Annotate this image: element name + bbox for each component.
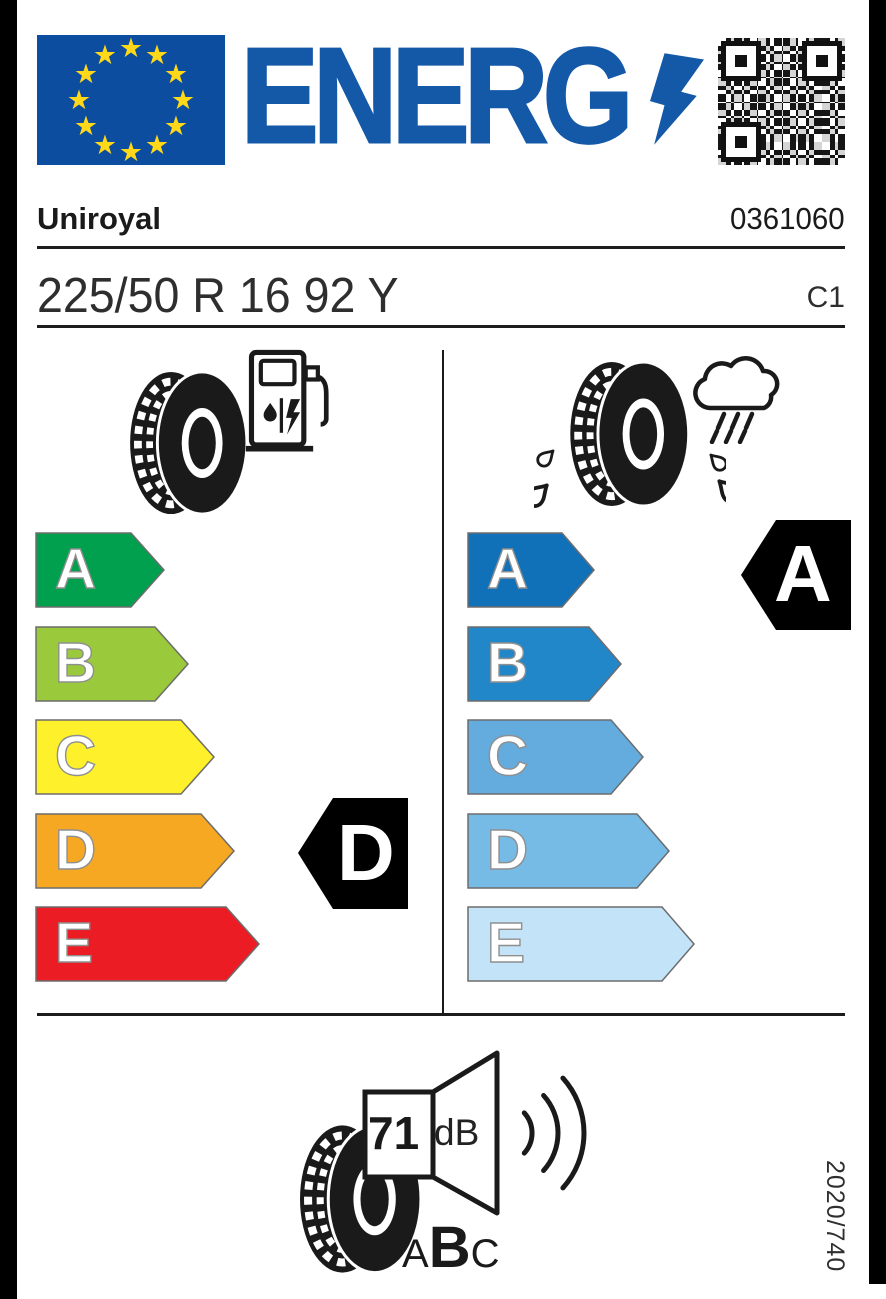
wet-grade-letter: B bbox=[487, 631, 529, 695]
rain-cloud-icon bbox=[684, 348, 786, 444]
divider bbox=[37, 325, 845, 328]
wet-grade-arrow-a bbox=[467, 532, 595, 613]
wet-grade-letter: C bbox=[487, 724, 529, 788]
right-border-bar bbox=[869, 0, 886, 1284]
qr-finder-icon bbox=[802, 41, 842, 81]
tyre-size: 225/50 R 16 92 Y bbox=[37, 269, 399, 323]
tyre-class: C1 bbox=[806, 281, 845, 314]
fuel-grade-letter: D bbox=[55, 818, 97, 882]
divider bbox=[37, 1013, 845, 1016]
splash-drop-icon bbox=[706, 451, 726, 473]
fuel-rating-letter: D bbox=[337, 808, 395, 897]
wet-grade-arrow-b bbox=[467, 626, 622, 707]
wet-grade-arrow-d bbox=[467, 813, 670, 894]
fuel-grade-letter: B bbox=[55, 631, 97, 695]
fuel-pump-icon bbox=[244, 346, 330, 456]
splash-drop-icon bbox=[534, 479, 553, 509]
noise-value: 71 bbox=[368, 1107, 420, 1159]
wet-grip-rating-letter: A bbox=[774, 529, 832, 618]
tyre-icon bbox=[128, 370, 250, 516]
left-border-bar bbox=[0, 0, 17, 1299]
qr-finder-icon bbox=[721, 122, 761, 162]
fuel-grade-arrow-a bbox=[35, 532, 165, 613]
fuel-grade-letter: A bbox=[55, 537, 97, 601]
regulation-number: 2020/740 bbox=[821, 1160, 849, 1273]
column-divider bbox=[442, 350, 444, 1013]
lightning-bolt-icon bbox=[650, 52, 704, 146]
fuel-grade-letter: C bbox=[55, 724, 97, 788]
noise-unit: dB bbox=[434, 1112, 480, 1153]
noise-class-c: C bbox=[470, 1232, 500, 1276]
divider bbox=[37, 246, 845, 249]
label-id: 0361060 bbox=[730, 201, 845, 236]
splash-drop-icon bbox=[713, 475, 726, 505]
wet-grade-letter: E bbox=[487, 911, 526, 975]
fuel-rating-indicator bbox=[297, 797, 409, 915]
wet-grade-letter: A bbox=[487, 537, 529, 601]
eu-flag: ★ ★ ★ ★ ★ ★ ★ ★ ★ ★ ★ ★ bbox=[37, 35, 225, 165]
splash-drop-icon bbox=[535, 446, 557, 468]
brand-name: Uniroyal bbox=[37, 201, 162, 236]
qr-finder-icon bbox=[721, 41, 761, 81]
energ-logotype: ENERG bbox=[241, 20, 629, 171]
wet-grip-rating-indicator bbox=[740, 519, 852, 636]
noise-class-a: A bbox=[402, 1232, 429, 1276]
sound-waves-icon bbox=[524, 1078, 584, 1188]
wet-grade-letter: D bbox=[487, 818, 529, 882]
noise-class-scale bbox=[402, 1214, 499, 1281]
fuel-grade-arrow-c bbox=[35, 719, 215, 800]
fuel-grade-letter: E bbox=[55, 911, 94, 975]
fuel-grade-arrow-e bbox=[35, 906, 260, 987]
qr-code bbox=[718, 38, 845, 165]
rain-icon bbox=[712, 414, 752, 442]
wet-grade-arrow-e bbox=[467, 906, 695, 987]
wet-grade-arrow-c bbox=[467, 719, 644, 800]
fuel-grade-arrow-d bbox=[35, 813, 235, 894]
fuel-grade-arrow-b bbox=[35, 626, 189, 707]
noise-class-b-active: B bbox=[428, 1215, 471, 1280]
